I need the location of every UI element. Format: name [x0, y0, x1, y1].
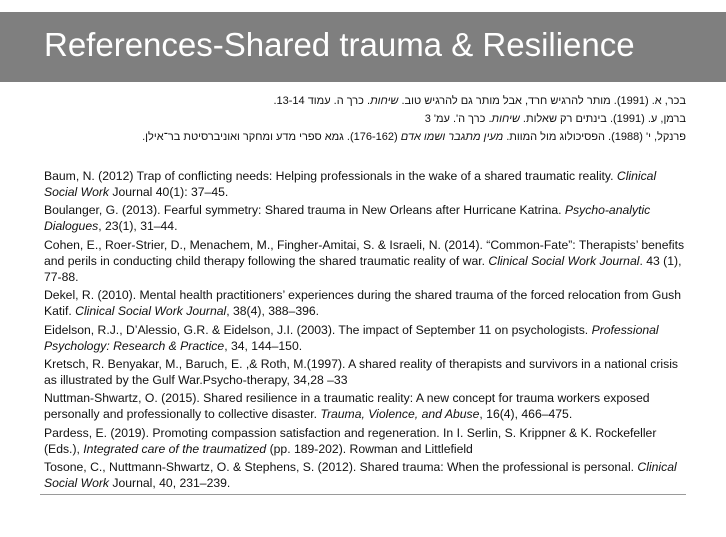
reference-item: Cohen, E., Roer-Strier, D., Menachem, M., Fingher-Amitai, S. & Israeli, N. (2014). “Common-Fate”: Therapists’ benefits and perils in conducting child therapy following the shared traumatic reality of war. Clinical Social Work Journal. 43 (1), 77-88.	[44, 237, 685, 284]
bottom-divider	[40, 494, 686, 495]
hebrew-references	[40, 92, 686, 146]
reference-item: Pardess, E. (2019). Promoting compassion satisfaction and regeneration. In I. Serlin, S. Krippner & K. Rockefeller (Eds.), Integrated care of the traumatized (pp. 189-202). Rowman and Littlefield	[44, 425, 657, 456]
hebrew-reference: בכר, א. (1991). מותר להרגיש חרד, אבל מותר גם להרגיש טוב. שיחות. כרך ה. עמוד 13-14.	[273, 95, 686, 107]
reference-item: Dekel, R. (2010). Mental health practitioners’ experiences during the shared trauma of the forced relocation from Gush Katif. Clinical Social Work Journal, 38(4), 388–396.	[44, 288, 682, 319]
hebrew-reference: פרנקל, י' (1988). הפסיכולוג מול המוות. מעין מתגבר ושמו אדם (176-162). גמא ספרי מדע ומחקר ואוניברסיטת בר־אילן.	[142, 131, 686, 143]
reference-item: Eidelson, R.J., D’Alessio, G.R. & Eidelson, J.I. (2003). The impact of September 11 on psychologists. Professional Psychology: Research & Practice, 34, 144–150.	[44, 322, 659, 353]
reference-list	[44, 168, 692, 494]
reference-item: Nuttman-Shwartz, O. (2015). Shared resilience in a traumatic reality: A new concept for trauma workers exposed personally and professionally to collective disaster. Trauma, Violence, and Abuse, 16(4), 466–475.	[44, 391, 650, 422]
reference-item: Baum, N. (2012) Trap of conflicting needs: Helping professionals in the wake of a shared traumatic reality. Clinical Social Work Journal 40(1): 37–45.	[44, 169, 657, 199]
reference-item: Boulanger, G. (2013). Fearful symmetry: Shared trauma in New Orleans after Hurricane Katrina. Psycho-analytic Dialogues, 23(1), 31–44.	[44, 203, 651, 234]
title-bar	[0, 12, 726, 82]
reference-item: Tosone, C., Nuttmann-Shwartz, O. & Stephens, S. (2012). Shared trauma: When the professional is personal. Clinical Social Work Journal, 40, 231–239.	[44, 460, 677, 491]
hebrew-reference: ברמן, ע. (1991). בינתים רק שאלות. שיחות. כרך ה'. עמ' 3	[424, 113, 686, 125]
reference-item: Kretsch, R. Benyakar, M., Baruch, E. ,& Roth, M.(1997). A shared reality of therapists and survivors in a national crisis as illustrated by the Gulf War.Psycho-therapy, 34,28 –33	[44, 356, 679, 387]
slide-title: References-Shared trauma & Resilience	[44, 26, 635, 63]
